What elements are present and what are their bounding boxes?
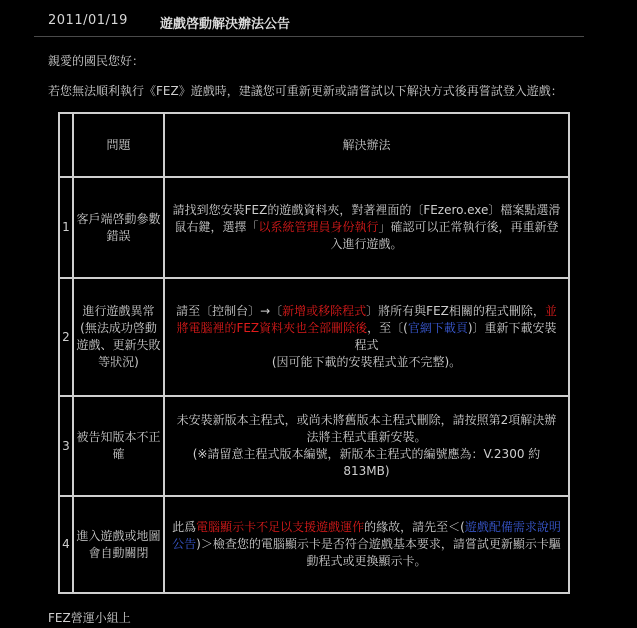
intro-text: 若您無法順利執行《FEZ》遊戲時，建議您可重新更新或請嘗試以下解決方式後再嘗試登入遊戲： (48, 84, 563, 98)
table-row (60, 279, 568, 397)
solution-text: 」確認可以正常執行後，再重新登入進行遊戲。 (330, 220, 559, 251)
row-number: 2 (60, 279, 74, 395)
table-row (60, 497, 568, 592)
solution-text: 此爲 (172, 520, 197, 534)
highlight-text: 並將電腦裡的FEZ資料夾也全部刪除後 (176, 304, 557, 335)
problem-cell: 被告知版本不正確 (74, 397, 165, 495)
table-row (60, 178, 568, 279)
header-num-cell (60, 114, 74, 176)
problem-cell: 進行遊戲異常(無法成功啓動遊戲、更新失敗等狀況) (74, 279, 165, 395)
download-page-link[interactable]: 官網下載頁 (407, 321, 468, 335)
solution-text: )〕重新下載安裝程式 (354, 321, 557, 352)
table-row (60, 397, 568, 497)
highlight-text: 以系統管理員身份執行 (258, 220, 379, 234)
solution-note: (※請留意主程式版本編號，新版本主程式的編號應為：V.2300 約813MB) (192, 447, 541, 478)
solution-text: 請至〔控制台〕→〔 (176, 304, 283, 318)
solution-cell (165, 279, 568, 395)
problem-cell: 進入遊戲或地圖會自動關閉 (74, 497, 165, 592)
announcement-title: 遊戲啓動解決辦法公告 (160, 17, 291, 32)
solution-cell (165, 497, 568, 592)
problem-cell: 客戶端啓動參數錯誤 (74, 178, 165, 277)
solution-text: ，至〔( (367, 321, 408, 335)
solution-text: 〕將所有與FEZ相關的程式刪除， (366, 304, 545, 318)
announcement-date: 2011/01/19 (48, 13, 128, 28)
requirements-link[interactable]: 遊戲配備需求說明公告 (172, 520, 561, 551)
header-problem-cell: 問題 (74, 114, 165, 176)
solution-text: 未安裝新版本主程式，或尚未將舊版本主程式刪除，請按照第2項解決辦法將主程式重新安裝。 (176, 413, 557, 444)
header-solution-cell: 解決辦法 (342, 137, 391, 152)
solution-text: )＞檢查您的電腦顯示卡是否符合遊戲基本要求，請嘗試更新顯示卡驅動程式或更換顯示卡。 (196, 537, 561, 568)
table-header-row (60, 114, 568, 178)
greeting-text: 親愛的國民您好： (48, 54, 145, 68)
solution-text: 請找到您安裝FEZ的遊戲資料夾，對著裡面的〔FEzero.exe〕檔案點選滑鼠右鍵，選擇「 (172, 203, 561, 234)
row-number: 4 (60, 497, 74, 592)
highlight-text: 新增或移除程式 (282, 304, 367, 318)
solution-cell (165, 178, 568, 277)
solution-text: 的緣故，請先至＜( (364, 520, 465, 534)
solution-note: (因可能下載的安裝程式並不完整)。 (271, 355, 462, 369)
highlight-text: 電腦顯示卡不足以支援遊戲運作 (196, 520, 365, 534)
row-number: 3 (60, 397, 74, 495)
footer-signature: FEZ營運小組上 (48, 611, 131, 625)
solution-cell (165, 397, 568, 495)
announcement-header (34, 0, 584, 37)
row-number: 1 (60, 178, 74, 277)
solution-table (58, 112, 570, 594)
